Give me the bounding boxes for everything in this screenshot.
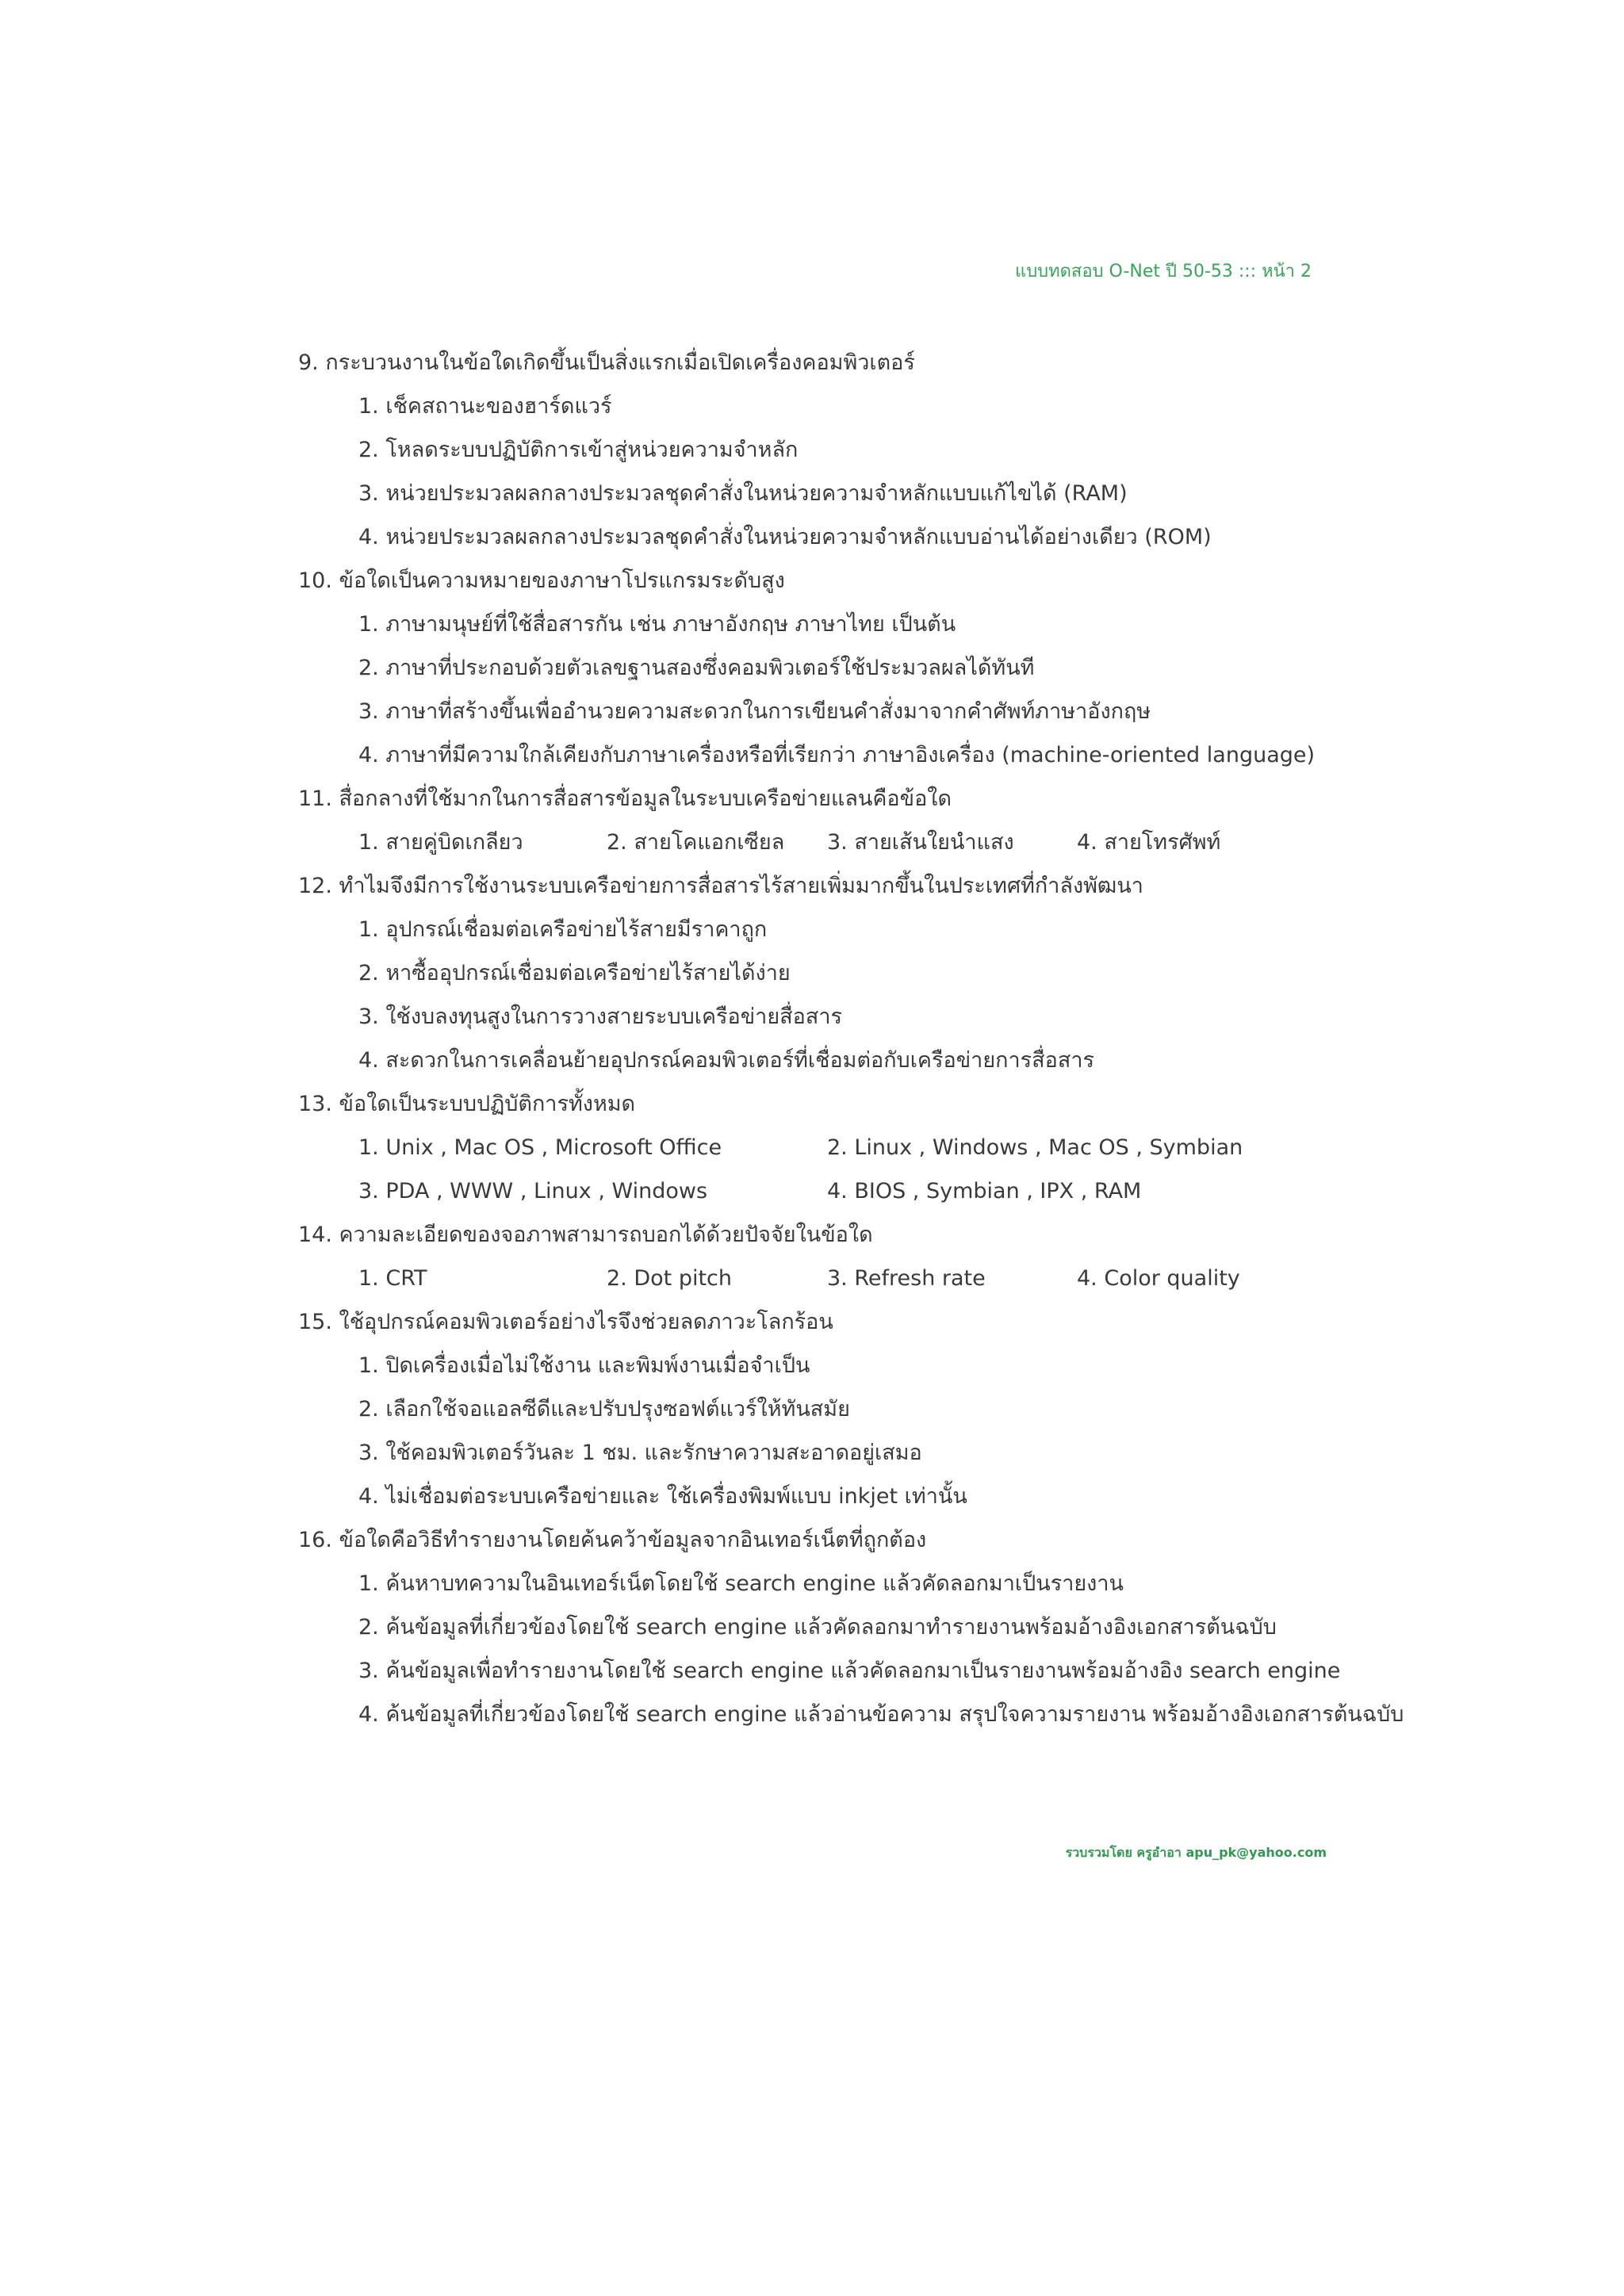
choices-row-11 bbox=[298, 821, 1353, 864]
choice-11-4: 4. สายโทรศัพท์ bbox=[1077, 830, 1221, 855]
choice-13-2: 2. Linux , Windows , Mac OS , Symbian bbox=[827, 1135, 1243, 1160]
choice-16-2: 2. ค้นข้อมูลที่เกี่ยวข้องโดยใช้ search engine แล้วคัดลอกมาทำรายงานพร้อมอ้างอิงเอกสารต้นฉบับ bbox=[358, 1615, 1277, 1640]
choices-row-13b bbox=[298, 1169, 1353, 1213]
question-9: 9. กระบวนงานในข้อใดเกิดขึ้นเป็นสิ่งแรกเมื่อเปิดเครื่องคอมพิวเตอร์ bbox=[298, 350, 915, 375]
choice-14-4: 4. Color quality bbox=[1077, 1266, 1240, 1291]
choice-15-1: 1. ปิดเครื่องเมื่อไม่ใช้งาน และพิมพ์งานเมื่อจำเป็น bbox=[358, 1353, 810, 1378]
question-13: 13. ข้อใดเป็นระบบปฏิบัติการทั้งหมด bbox=[298, 1092, 636, 1116]
choice-11-1: 1. สายคู่บิดเกลียว bbox=[358, 830, 523, 855]
choice-11-3: 3. สายเส้นใยนำแสง bbox=[827, 830, 1014, 855]
choice-10-3: 3. ภาษาที่สร้างขึ้นเพื่ออำนวยความสะดวกในการเขียนคำสั่งมาจากคำศัพท์ภาษาอังกฤษ bbox=[358, 699, 1151, 724]
choice-16-4: 4. ค้นข้อมูลที่เกี่ยวข้องโดยใช้ search engine แล้วอ่านข้อความ สรุปใจความรายงาน พร้อมอ้างอิงเอกสารต้นฉบับ bbox=[358, 1702, 1404, 1727]
exam-questions bbox=[298, 341, 1404, 1736]
choice-16-1: 1. ค้นหาบทความในอินเทอร์เน็ตโดยใช้ search engine แล้วคัดลอกมาเป็นรายงาน bbox=[358, 1571, 1124, 1596]
question-16: 16. ข้อใดคือวิธีทำรายงานโดยค้นคว้าข้อมูลจากอินเทอร์เน็ตที่ถูกต้อง bbox=[298, 1528, 927, 1552]
choice-15-2: 2. เลือกใช้จอแอลซีดีและปรับปรุงซอฟต์แวร์ให้ทันสมัย bbox=[358, 1397, 850, 1422]
choice-10-4: 4. ภาษาที่มีความใกล้เคียงกับภาษาเครื่องหรือที่เรียกว่า ภาษาอิงเครื่อง (machine-oriented language) bbox=[358, 743, 1316, 767]
choice-14-1: 1. CRT bbox=[358, 1266, 427, 1291]
question-11: 11. สื่อกลางที่ใช้มากในการสื่อสารข้อมูลในระบบเครือข่ายแลนคือข้อใด bbox=[298, 786, 952, 811]
page-footer: รวบรวมโดย ครูอำอา apu_pk@yahoo.com bbox=[1065, 1845, 1327, 1860]
choice-12-1: 1. อุปกรณ์เชื่อมต่อเครือข่ายไร้สายมีราคาถูก bbox=[358, 917, 768, 942]
choices-row-13a bbox=[298, 1126, 1353, 1169]
choice-12-4: 4. สะดวกในการเคลื่อนย้ายอุปกรณ์คอมพิวเตอร์ที่เชื่อมต่อกับเครือข่ายการสื่อสาร bbox=[358, 1048, 1094, 1073]
choice-9-3: 3. หน่วยประมวลผลกลางประมวลชุดคำสั่งในหน่วยความจำหลักแบบแก้ไขได้ (RAM) bbox=[358, 481, 1128, 506]
choice-14-3: 3. Refresh rate bbox=[827, 1266, 986, 1291]
choice-14-2: 2. Dot pitch bbox=[607, 1266, 733, 1291]
choice-15-4: 4. ไม่เชื่อมต่อระบบเครือข่ายและ ใช้เครื่องพิมพ์แบบ inkjet เท่านั้น bbox=[358, 1484, 967, 1509]
choice-13-4: 4. BIOS , Symbian , IPX , RAM bbox=[827, 1179, 1142, 1203]
choice-12-2: 2. หาซื้ออุปกรณ์เชื่อมต่อเครือข่ายไร้สายได้ง่าย bbox=[358, 961, 791, 985]
choice-12-3: 3. ใช้งบลงทุนสูงในการวางสายระบบเครือข่ายสื่อสาร bbox=[358, 1004, 843, 1029]
choices-row-14 bbox=[298, 1257, 1353, 1300]
choice-13-3: 3. PDA , WWW , Linux , Windows bbox=[358, 1179, 708, 1203]
choice-9-4: 4. หน่วยประมวลผลกลางประมวลชุดคำสั่งในหน่วยความจำหลักแบบอ่านได้อย่างเดียว (ROM) bbox=[358, 525, 1212, 549]
question-12: 12. ทำไมจึงมีการใช้งานระบบเครือข่ายการสื่อสารไร้สายเพิ่มมากขึ้นในประเทศที่กำลังพัฒนา bbox=[298, 874, 1143, 898]
question-10: 10. ข้อใดเป็นความหมายของภาษาโปรแกรมระดับสูง bbox=[298, 568, 785, 593]
choice-13-1: 1. Unix , Mac OS , Microsoft Office bbox=[358, 1135, 722, 1160]
choice-11-2: 2. สายโคแอกเซียล bbox=[607, 830, 785, 855]
choice-16-3: 3. ค้นข้อมูลเพื่อทำรายงานโดยใช้ search engine แล้วคัดลอกมาเป็นรายงานพร้อมอ้างอิง search engine bbox=[358, 1659, 1341, 1683]
choice-15-3: 3. ใช้คอมพิวเตอร์วันละ 1 ชม. และรักษาความสะอาดอยู่เสมอ bbox=[358, 1441, 922, 1465]
choice-10-1: 1. ภาษามนุษย์ที่ใช้สื่อสารกัน เช่น ภาษาอังกฤษ ภาษาไทย เป็นต้น bbox=[358, 612, 956, 637]
choice-9-1: 1. เช็คสถานะของฮาร์ดแวร์ bbox=[358, 394, 612, 419]
question-14: 14. ความละเอียดของจอภาพสามารถบอกได้ด้วยปัจจัยในข้อใด bbox=[298, 1223, 873, 1247]
question-15: 15. ใช้อุปกรณ์คอมพิวเตอร์อย่างไรจึงช่วยลดภาวะโลกร้อน bbox=[298, 1310, 833, 1334]
choice-10-2: 2. ภาษาที่ประกอบด้วยตัวเลขฐานสองซึ่งคอมพิวเตอร์ใช้ประมวลผลได้ทันที bbox=[358, 656, 1035, 680]
page-header: แบบทดสอบ O-Net ปี 50-53 ::: หน้า 2 bbox=[1015, 262, 1312, 281]
choice-9-2: 2. โหลดระบบปฏิบัติการเข้าสู่หน่วยความจำหลัก bbox=[358, 438, 799, 462]
